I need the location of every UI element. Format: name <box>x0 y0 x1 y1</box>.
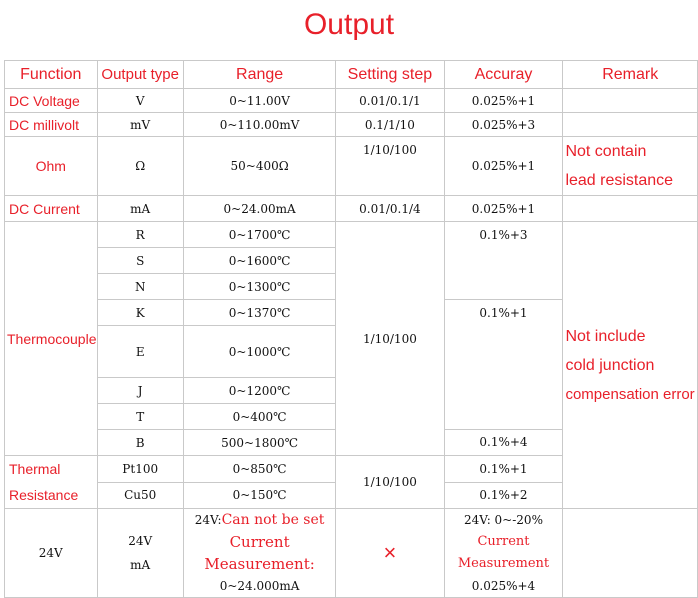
function-thermal-resistance <box>5 456 98 509</box>
remark-line: lead resistance <box>565 172 674 189</box>
output-spec-table <box>4 60 698 598</box>
range-line <box>184 509 335 531</box>
range: 0~24.00mA <box>183 196 335 222</box>
setting-step: 1/10/100 <box>336 137 444 196</box>
header-remark: Remark <box>563 61 698 89</box>
not-applicable-icon: × <box>336 509 444 598</box>
range: 0~400℃ <box>183 404 335 430</box>
remark-empty <box>563 196 698 222</box>
output-type: S <box>97 248 183 274</box>
table-row <box>5 509 698 598</box>
output-type-line: 24V <box>128 534 153 548</box>
range: 0~110.00mV <box>183 113 335 137</box>
remark-line: compensation error <box>565 385 695 403</box>
output-type: N <box>97 274 183 300</box>
function-line: Resistance <box>9 487 79 503</box>
accuracy: 0.025%+1 <box>444 137 563 196</box>
remark <box>563 137 698 196</box>
range: 500~1800℃ <box>183 430 335 456</box>
accuracy: 0.1%+4 <box>444 430 563 456</box>
accuracy-measure: Current Measurement <box>457 534 550 571</box>
output-type-line: mA <box>130 558 151 572</box>
range: 0~11.00V <box>183 89 335 113</box>
remark-line: cold junction <box>565 356 655 374</box>
accuracy: 0.1%+1 <box>444 456 563 483</box>
output-type: Pt100 <box>97 456 183 483</box>
setting-step: 0.1/1/10 <box>336 113 444 137</box>
table-row <box>5 196 698 222</box>
setting-step: 0.01/0.1/1 <box>336 89 444 113</box>
output-type <box>97 509 183 598</box>
function-dc-current: DC Current <box>5 196 98 222</box>
remark-empty <box>563 509 698 598</box>
accuracy-line: 0.025%+4 <box>471 579 536 593</box>
output-type: mA <box>97 196 183 222</box>
header-output-type: Output type <box>97 61 183 89</box>
range: 0~150℃ <box>183 482 335 509</box>
output-type: Cu50 <box>97 482 183 509</box>
table-row <box>5 137 698 196</box>
output-type: mV <box>97 113 183 137</box>
output-type: K <box>97 300 183 326</box>
range: 50~400Ω <box>183 137 335 196</box>
range-measure: Current Measurement: <box>204 533 315 573</box>
setting-step: 0.01/0.1/4 <box>336 196 444 222</box>
page-title: Output <box>303 8 395 41</box>
output-type: E <box>97 326 183 378</box>
range: 0~850℃ <box>183 456 335 483</box>
output-type: B <box>97 430 183 456</box>
function-line: Thermal <box>9 461 61 477</box>
output-type: R <box>97 222 183 248</box>
header-accuracy: Accuray <box>444 61 563 89</box>
accuracy: 0.025%+1 <box>444 89 563 113</box>
accuracy: 0.1%+2 <box>444 482 563 509</box>
table-row <box>5 89 698 113</box>
range: 0~1300℃ <box>183 274 335 300</box>
accuracy <box>444 509 563 598</box>
range: 0~1000℃ <box>183 326 335 378</box>
range <box>183 509 335 598</box>
function-dc-voltage: DC Voltage <box>5 89 98 113</box>
header-function: Function <box>5 61 98 89</box>
table-row <box>5 113 698 137</box>
accuracy: 0.1%+1 <box>444 300 563 430</box>
remark-empty <box>563 113 698 137</box>
header-setting-step: Setting step <box>336 61 444 89</box>
function-ohm: Ohm <box>5 137 98 196</box>
range: 0~1600℃ <box>183 248 335 274</box>
function-dc-millivolt: DC millivolt <box>5 113 98 137</box>
accuracy: 0.025%+1 <box>444 196 563 222</box>
output-type: V <box>97 89 183 113</box>
remark-line: Not contain <box>565 143 647 160</box>
remark-empty <box>563 89 698 113</box>
accuracy: 0.025%+3 <box>444 113 563 137</box>
range-value: 0~24.000mA <box>219 579 300 593</box>
setting-step: 1/10/100 <box>336 222 444 456</box>
output-type: J <box>97 378 183 404</box>
remark-line: Not include <box>565 327 646 345</box>
function-thermocouple: Thermocouple <box>5 222 98 456</box>
output-type: T <box>97 404 183 430</box>
remark <box>563 222 698 509</box>
table-header-row <box>5 61 698 89</box>
accuracy-line: 24V: 0~-20% <box>463 513 543 527</box>
range: 0~1200℃ <box>183 378 335 404</box>
header-range: Range <box>183 61 335 89</box>
range: 0~1700℃ <box>183 222 335 248</box>
range-prefix: 24V: <box>194 513 222 527</box>
setting-step: 1/10/100 <box>336 456 444 509</box>
accuracy: 0.1%+3 <box>444 222 563 300</box>
range-note: Can not be set <box>221 512 325 528</box>
output-type: Ω <box>97 137 183 196</box>
function-24v: 24V <box>5 509 98 598</box>
table-row <box>5 222 698 248</box>
range: 0~1370℃ <box>183 300 335 326</box>
